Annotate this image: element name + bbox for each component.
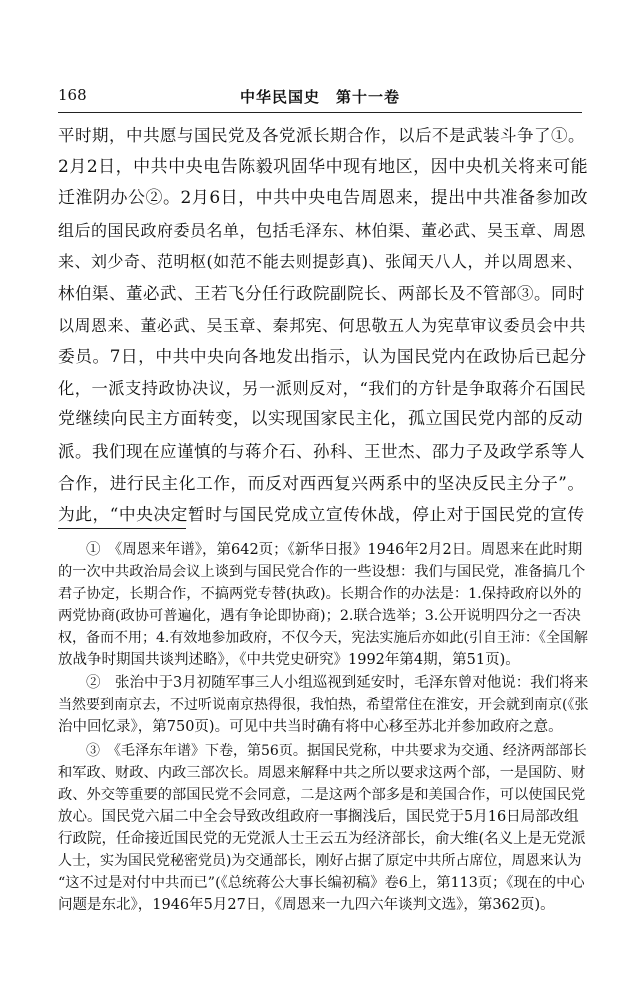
footnote-line: 放战争时期国共谈判述略》，《中共党史研究》1992年第4期，第51页)。 xyxy=(58,651,520,668)
body-line: 委员。7日，中共中央向各地发出指示，认为国民党内在政协后已起分 xyxy=(58,346,587,367)
footnote-line: “这不过是对付中共而已”(《总统蒋公大事长编初稿》卷6上，第113页；《现在的中心 xyxy=(58,874,585,891)
footnote-line: 治中回忆录》，第750页)。可见中共当时确有将中心移至苏北并参加政府之意。 xyxy=(58,719,563,736)
footnote-line: 政、外交等重要的部国民党不会同意，二是这两个部多是和美国合作，可以使国民党 xyxy=(58,786,586,803)
footnote-line: ② 张治中于3月初随军事三人小组巡视到延安时，毛泽东曾对他说：我们将来 xyxy=(86,675,589,692)
footnote-line: 的一次中共政治局会议上谈到与国民党合作的一些设想：我们与国民党，准备搞几个 xyxy=(58,563,586,580)
body-line: 平时期，中共愿与国民党及各党派长期合作，以后不是武装斗争了①。 xyxy=(58,126,585,145)
footnote-line: 放心。国民党六届二中全会导致改组政府一事搁浅后，国民党于5月16日局部改组 xyxy=(58,808,579,825)
footnote-line: 君子协定，长期合作，不搞两党专替(执政)。长期合作的办法是：1.保持政府以外的 xyxy=(58,585,582,602)
page-number: 168 xyxy=(58,86,87,104)
body-line: 派。我们现在应谨慎的与蒋介石、孙科、王世杰、邵力子及政学系等人 xyxy=(58,441,585,461)
footnote-line: 人士，实为国民党秘密党员)为交通部长，刚好占据了原定中共所占席位，周恩来认为 xyxy=(58,852,582,869)
body-line: 迁淮阴办公②。2月6日，中共中央电告周恩来，提出中共准备参加改 xyxy=(58,188,589,209)
body-line: 化，一派支持政协决议，另一派则反对，“我们的方针是争取蒋介石国民 xyxy=(58,378,587,398)
footnote-line: 当然要到南京去，不过听说南京热得很，我怕热，希望常住在淮安，开会就到南京(《张 xyxy=(58,697,589,714)
footnote-line: 两党协商(政协可普遍化，遇有争论即协商)；2.联合选举；3.公开说明四分之一否决 xyxy=(58,607,581,624)
footnote-line: ① 《周恩来年谱》，第642页；《新华日报》1946年2月2日。周恩来在此时期 xyxy=(86,542,583,558)
header-rule xyxy=(58,112,582,113)
footnote-1 xyxy=(58,540,588,671)
running-head: 中华民国史 第十一卷 xyxy=(239,88,400,106)
footnotes xyxy=(58,540,588,918)
footnote-2 xyxy=(58,673,588,739)
body-line: 2月2日，中共中央电告陈毅巩固华中现有地区，因中央机关将来可能 xyxy=(58,156,589,177)
footnote-line: 权，备而不用；4.有效地参加政府，不仅今天，宪法实施后亦如此(引自王沛：《全国解 xyxy=(58,629,588,646)
footnote-3 xyxy=(58,741,588,916)
body-line: 以周恩来、董必武、吴玉章、秦邦宪、何思敬五人为宪草审议委员会中共 xyxy=(58,315,587,335)
footnote-line: ③ 《毛泽东年谱》下卷，第56页。据国民党称，中共要求为交通、经济两部部长 xyxy=(86,743,587,760)
body-line: 来、刘少奇、范明枢(如范不能去则提彭真)、张闻天八人，并以周恩来、 xyxy=(58,252,583,272)
body-line: 为此，“中央决定暂时与国民党成立宣传休战，停止对于国民党的宣传 xyxy=(58,504,585,525)
main-text xyxy=(58,120,588,531)
footnote-line: 问题是东北》，1946年5月27日，《周恩来一九四六年谈判文选》，第362页)。 xyxy=(58,896,555,913)
footnote-line: 行政院，任命接近国民党的无党派人士王云五为经济部长，俞大维(名义上是无党派 xyxy=(58,830,586,847)
page-header xyxy=(58,86,582,112)
body-line: 林伯渠、董必武、王若飞分任行政院副院长、两部长及不管部③。同时 xyxy=(58,283,585,303)
footnote-rule xyxy=(58,528,186,529)
body-line: 合作，进行民主化工作，而反对西西复兴两系中的坚决反民主分子”。 xyxy=(58,472,585,493)
body-line: 组后的国民政府委员名单，包括毛泽东、林伯渠、董必武、吴玉章、周恩 xyxy=(58,220,587,240)
footnote-line: 和军政、财政、内政三部次长。周恩来解释中共之所以要求这两个部，一是国防、财 xyxy=(58,765,586,782)
body-line: 党继续向民主方面转变，以实现国家民主化，孤立国民党内部的反动 xyxy=(58,409,583,430)
